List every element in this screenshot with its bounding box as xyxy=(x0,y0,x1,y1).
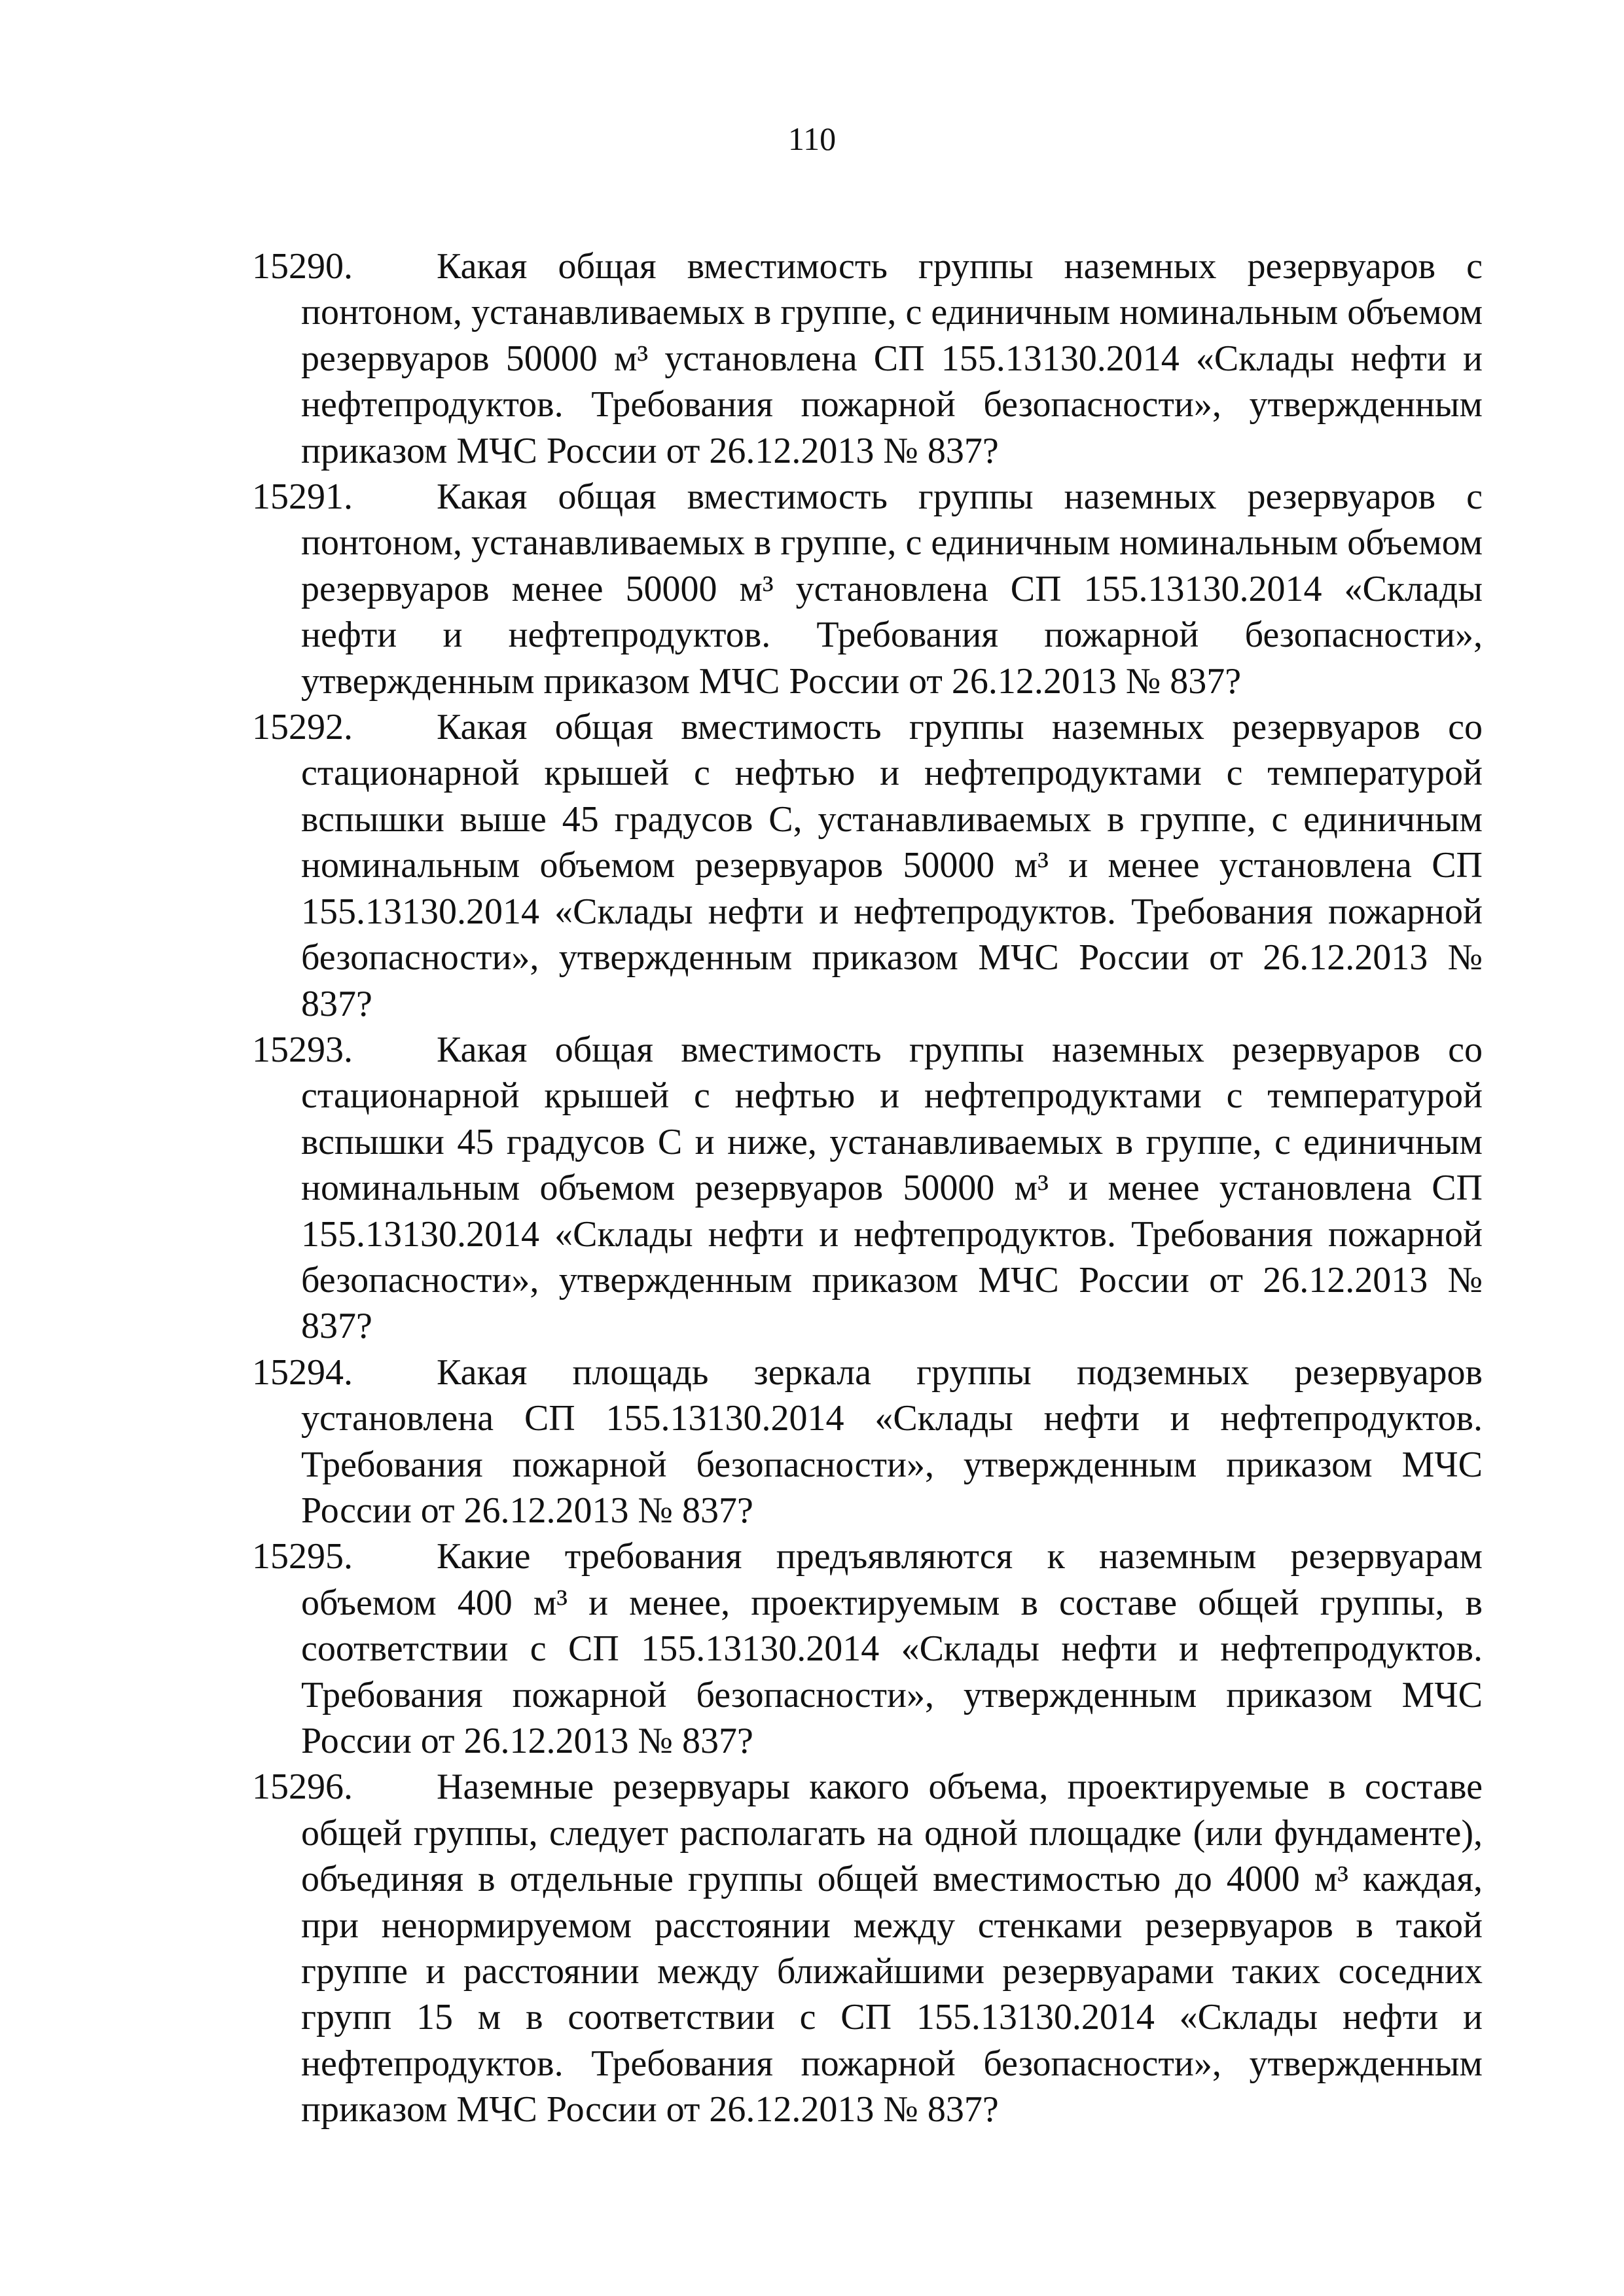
question-item xyxy=(252,1764,1483,2132)
question-item xyxy=(252,1027,1483,1350)
question-text: Какая общая вместимость группы наземных резервуаров со стационарной крышей с нефтью и нефтепродуктами с температурой вспышки выше 45 градусов С, устанавливаемых в группе, с единичным номинальным объемом резервуаров 50000 м³ и менее установлена СП 155.13130.2014 «Склады нефти и нефтепродуктов. Требования пожарной безопасности», утвержденным приказом МЧС России от 26.12.2013 № 837? xyxy=(301,707,1483,1024)
page-number: 110 xyxy=(787,120,837,157)
question-item xyxy=(252,704,1483,1027)
question-number: 15294. xyxy=(252,1352,353,1393)
question-number: 15290. xyxy=(252,246,353,287)
question-number: 15293. xyxy=(252,1029,353,1070)
question-text: Наземные резервуары какого объема, проектируемые в составе общей группы, следует располагать на одной площадке (или фундаменте), объединяя в отдельные группы общей вместимостью до 4000 м³ каждая, при ненормируемом расстоянии между стенками резервуаров в такой группе и расстоянии между ближайшими резервуарами таких соседних групп 15 м в соответствии с СП 155.13130.2014 «Склады нефти и нефтепродуктов. Требования пожарной безопасности», утвержденным приказом МЧС России от 26.12.2013 № 837? xyxy=(301,1767,1483,2130)
question-text: Какая общая вместимость группы наземных резервуаров с понтоном, устанавливаемых в группе, с единичным номинальным объемом резервуаров менее 50000 м³ установлена СП 155.13130.2014 «Склады нефти и нефтепродуктов. Требования пожарной безопасности», утвержденным приказом МЧС России от 26.12.2013 № 837? xyxy=(301,476,1483,702)
question-number: 15296. xyxy=(252,1767,353,1808)
question-item xyxy=(252,474,1483,704)
question-list xyxy=(252,243,1483,2133)
question-text: Какая площадь зеркала группы подземных резервуаров установлена СП 155.13130.2014 «Склады нефти и нефтепродуктов. Требования пожарной безопасности», утвержденным приказом МЧС России от 26.12.2013 № 837? xyxy=(301,1352,1483,1531)
question-text: Какая общая вместимость группы наземных резервуаров с понтоном, устанавливаемых в группе, с единичным номинальным объемом резервуаров 50000 м³ установлена СП 155.13130.2014 «Склады нефти и нефтепродуктов. Требования пожарной безопасности», утвержденным приказом МЧС России от 26.12.2013 № 837? xyxy=(301,246,1483,471)
question-text: Какие требования предъявляются к наземным резервуарам объемом 400 м³ и менее, проектируемым в составе общей группы, в соответствии с СП 155.13130.2014 «Склады нефти и нефтепродуктов. Требования пожарной безопасности», утвержденным приказом МЧС России от 26.12.2013 № 837? xyxy=(301,1536,1483,1761)
question-item xyxy=(252,243,1483,474)
question-number: 15292. xyxy=(252,707,353,748)
question-text: Какая общая вместимость группы наземных резервуаров со стационарной крышей с нефтью и нефтепродуктами с температурой вспышки 45 градусов С и ниже, устанавливаемых в группе, с единичным номинальным объемом резервуаров 50000 м³ и менее установлена СП 155.13130.2014 «Склады нефти и нефтепродуктов. Требования пожарной безопасности», утвержденным приказом МЧС России от 26.12.2013 № 837? xyxy=(301,1029,1483,1347)
question-number: 15291. xyxy=(252,476,353,518)
question-number: 15295. xyxy=(252,1536,353,1577)
question-item xyxy=(252,1534,1483,1764)
question-item xyxy=(252,1350,1483,1534)
